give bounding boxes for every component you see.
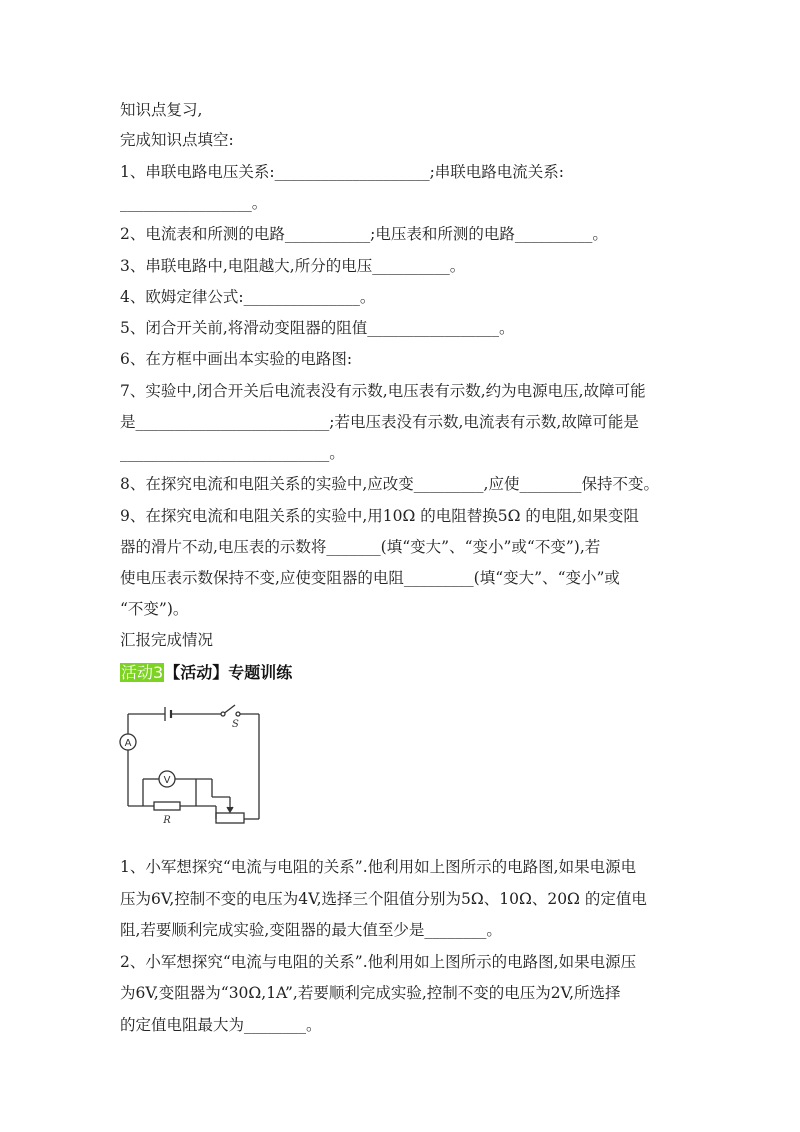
item-8: 8、在探究电流和电阻关系的实验中,应改变_________,应使________保持不变。 bbox=[120, 475, 659, 493]
fill-title: 完成知识点填空: bbox=[120, 131, 234, 149]
question-1-line-2: 压为6V,控制不变的电压为4V,选择三个阻值分别为5Ω、10Ω、20Ω 的定值电 bbox=[120, 890, 647, 908]
review-title: 知识点复习, bbox=[120, 101, 203, 119]
item-7-line-1: 7、实验中,闭合开关后电流表没有示数,电压表有示数,约为电源电压,故障可能 bbox=[120, 382, 646, 400]
circuit-diagram bbox=[118, 700, 268, 830]
item-3: 3、串联电路中,电阻越大,所分的电压__________。 bbox=[120, 257, 466, 275]
item-4: 4、欧姆定律公式:_______________。 bbox=[120, 288, 376, 306]
item-5: 5、闭合开关前,将滑动变阻器的阻值_________________。 bbox=[120, 319, 515, 337]
item-1-line-2: _________________。 bbox=[120, 194, 268, 212]
switch-label: S bbox=[232, 719, 239, 730]
voltmeter-label: V bbox=[163, 775, 171, 786]
question-2-line-1: 2、小军想探究“电流与电阻的关系”.他利用如上图所示的电路图,如果电源压 bbox=[120, 953, 637, 971]
item-7-line-3: ___________________________。 bbox=[120, 444, 345, 462]
item-9-line-1: 9、在探究电流和电阻关系的实验中,用10Ω 的电阻替换5Ω 的电阻,如果变阻 bbox=[120, 507, 639, 525]
switch-contact-right bbox=[236, 712, 240, 716]
ammeter-label: A bbox=[124, 738, 132, 749]
fixed-resistor bbox=[154, 802, 180, 810]
question-1-line-1: 1、小军想探究“电流与电阻的关系”.他利用如上图所示的电路图,如果电源电 bbox=[120, 858, 637, 876]
item-9-line-4: “不变”)。 bbox=[120, 600, 189, 618]
report-status: 汇报完成情况 bbox=[120, 631, 214, 649]
item-1-line-1: 1、串联电路电压关系:____________________;串联电路电流关系: bbox=[120, 163, 565, 181]
resistor-label: R bbox=[163, 815, 171, 826]
activity-heading bbox=[120, 660, 292, 683]
question-1-line-3: 阻,若要顺利完成实验,变阻器的最大值至少是________。 bbox=[120, 921, 502, 939]
item-9-line-3: 使电压表示数保持不变,应使变阻器的电阻_________(填“变大”、“变小”或 bbox=[120, 569, 620, 587]
item-2: 2、电流表和所测的电路___________;电压表和所测的电路__________。 bbox=[120, 225, 608, 243]
item-9-line-2: 器的滑片不动,电压表的示数将_______(填“变大”、“变小”或“不变”),若 bbox=[120, 538, 601, 556]
question-2-line-2: 为6V,变阻器为“30Ω,1A”,若要顺利完成实验,控制不变的电压为2V,所选择 bbox=[120, 984, 621, 1002]
item-7-line-2: 是_________________________;若电压表没有示数,电流表有示数,故障可能是 bbox=[120, 413, 639, 431]
switch-blade bbox=[225, 705, 236, 713]
question-2-line-3: 的定值电阻最大为________。 bbox=[120, 1016, 322, 1034]
item-6: 6、在方框中画出本实验的电路图: bbox=[120, 350, 353, 368]
activity-highlight: 活动3 bbox=[121, 663, 164, 682]
rheostat bbox=[216, 813, 244, 823]
activity-title: 【活动】专题训练 bbox=[164, 663, 293, 682]
